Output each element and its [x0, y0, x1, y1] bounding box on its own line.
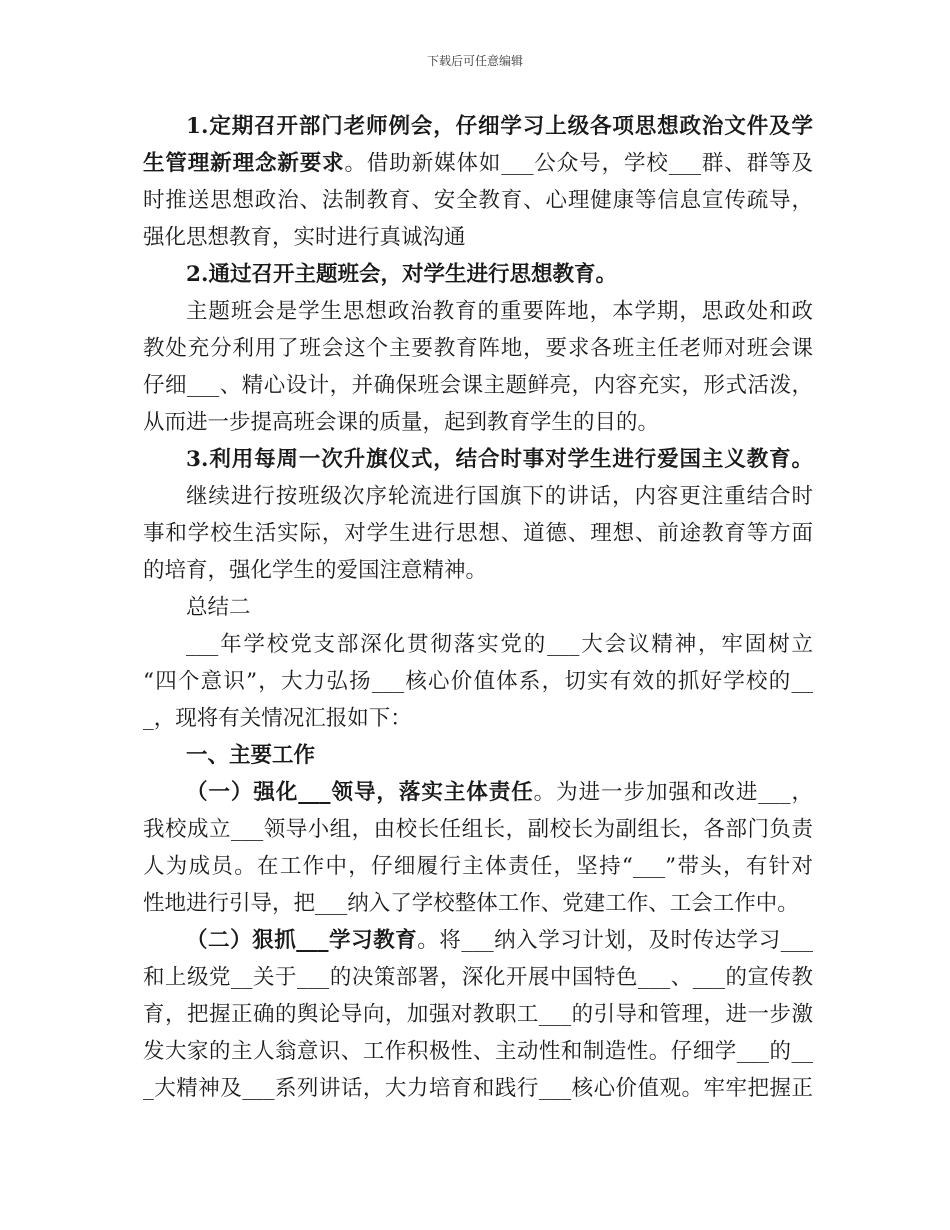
paragraph-line — [143, 330, 813, 367]
document-body — [143, 108, 813, 1107]
paragraph-line — [143, 700, 813, 737]
bold-heading: 生管理新理念新要求 — [143, 151, 345, 176]
bold-heading: 3.利用每周一次升旗仪式，结合时事对学生进行爱国主义教育。 — [186, 447, 813, 472]
paragraph-line — [143, 996, 813, 1033]
body-text: _，现将有关情况汇报如下： — [143, 706, 412, 731]
paragraph-line — [143, 552, 813, 589]
bold-heading: 一、主要工作 — [186, 743, 316, 768]
section-title — [143, 589, 813, 626]
body-text: 的培育，强化学生的爱国注意精神。 — [143, 558, 488, 583]
body-text: 发大家的主人翁意识、工作积极性、主动性和制造性。仔细学___的__ — [143, 1039, 813, 1064]
paragraph-line — [143, 404, 813, 441]
bold-heading: （二）狠抓___学习教育 — [186, 928, 418, 953]
body-text: 时推送思想政治、法制教育、安全教育、心理健康等信息宣传疏导， — [143, 188, 813, 213]
paragraph-line — [143, 293, 813, 330]
paragraph-line — [143, 478, 813, 515]
body-text: 继续进行按班级次序轮流进行国旗下的讲话，内容更注重结合时 — [186, 484, 813, 509]
paragraph-line — [143, 811, 813, 848]
body-text: 和上级党__关于___的决策部署，深化开展中国特色___、___的宣传教 — [143, 965, 813, 990]
body-text: _大精神及___系列讲话，大力培育和践行___核心价值观。牢牢把握正 — [143, 1076, 813, 1101]
paragraph-line — [143, 145, 813, 182]
paragraph-line — [143, 959, 813, 996]
page-header: 下载后可任意编辑 — [426, 54, 523, 68]
paragraph-line — [143, 848, 813, 885]
body-text: 。为进一步加强和改进___， — [533, 780, 813, 805]
body-text: ___年学校党支部深化贯彻落实党的___大会议精神，牢固树立 — [186, 632, 813, 657]
paragraph-line — [143, 515, 813, 552]
body-text: 性地进行引导，把___纳入了学校整体工作、党建工作、工会工作中。 — [143, 891, 799, 916]
paragraph-line — [143, 441, 813, 478]
paragraph-line — [143, 922, 813, 959]
body-text: 事和学校生活实际，对学生进行思想、道德、理想、前途教育等方面 — [143, 521, 813, 546]
body-text: 。将___纳入学习计划，及时传达学习___ — [417, 928, 813, 953]
paragraph-line — [143, 219, 813, 256]
body-text: 强化思想教育，实时进行真诚沟通 — [143, 225, 466, 250]
paragraph-line — [143, 885, 813, 922]
paragraph-line — [143, 256, 813, 293]
body-text: 主题班会是学生思想政治教育的重要阵地，本学期，思政处和政 — [186, 299, 813, 324]
paragraph-line — [143, 774, 813, 811]
bold-heading: 2.通过召开主题班会，对学生进行思想教育。 — [186, 262, 617, 287]
body-text: 总结二 — [186, 595, 251, 620]
paragraph-line — [143, 626, 813, 663]
body-text: “四个意识”，大力弘扬___核心价值体系，切实有效的抓好学校的__ — [143, 669, 813, 694]
body-text: 教处充分利用了班会这个主要教育阵地，要求各班主任老师对班会课 — [143, 336, 813, 361]
paragraph-line — [143, 367, 813, 404]
paragraph-line — [143, 182, 813, 219]
body-text: 仔细___、精心设计，并确保班会课主题鲜亮，内容充实，形式活泼， — [143, 373, 813, 398]
section-heading — [143, 737, 813, 774]
paragraph-line — [143, 108, 813, 145]
paragraph-line — [143, 1070, 813, 1107]
bold-heading: （一）强化___领导，落实主体责任 — [186, 780, 534, 805]
body-text: 从而进一步提高班会课的质量，起到教育学生的目的。 — [143, 410, 660, 435]
paragraph-line — [143, 1033, 813, 1070]
body-text: 。借助新媒体如___公众号，学校___群、群等及 — [344, 151, 813, 176]
bold-heading: 1.定期召开部门老师例会，仔细学习上级各项思想政治文件及学 — [186, 114, 813, 139]
body-text: 我校成立___领导小组，由校长任组长，副校长为副组长，各部门负责 — [143, 817, 813, 842]
body-text: 人为成员。在工作中，仔细履行主体责任，坚持“___”带头，有针对 — [143, 854, 813, 879]
paragraph-line — [143, 663, 813, 700]
body-text: 育，把握正确的舆论导向，加强对教职工___的引导和管理，进一步激 — [143, 1002, 813, 1027]
